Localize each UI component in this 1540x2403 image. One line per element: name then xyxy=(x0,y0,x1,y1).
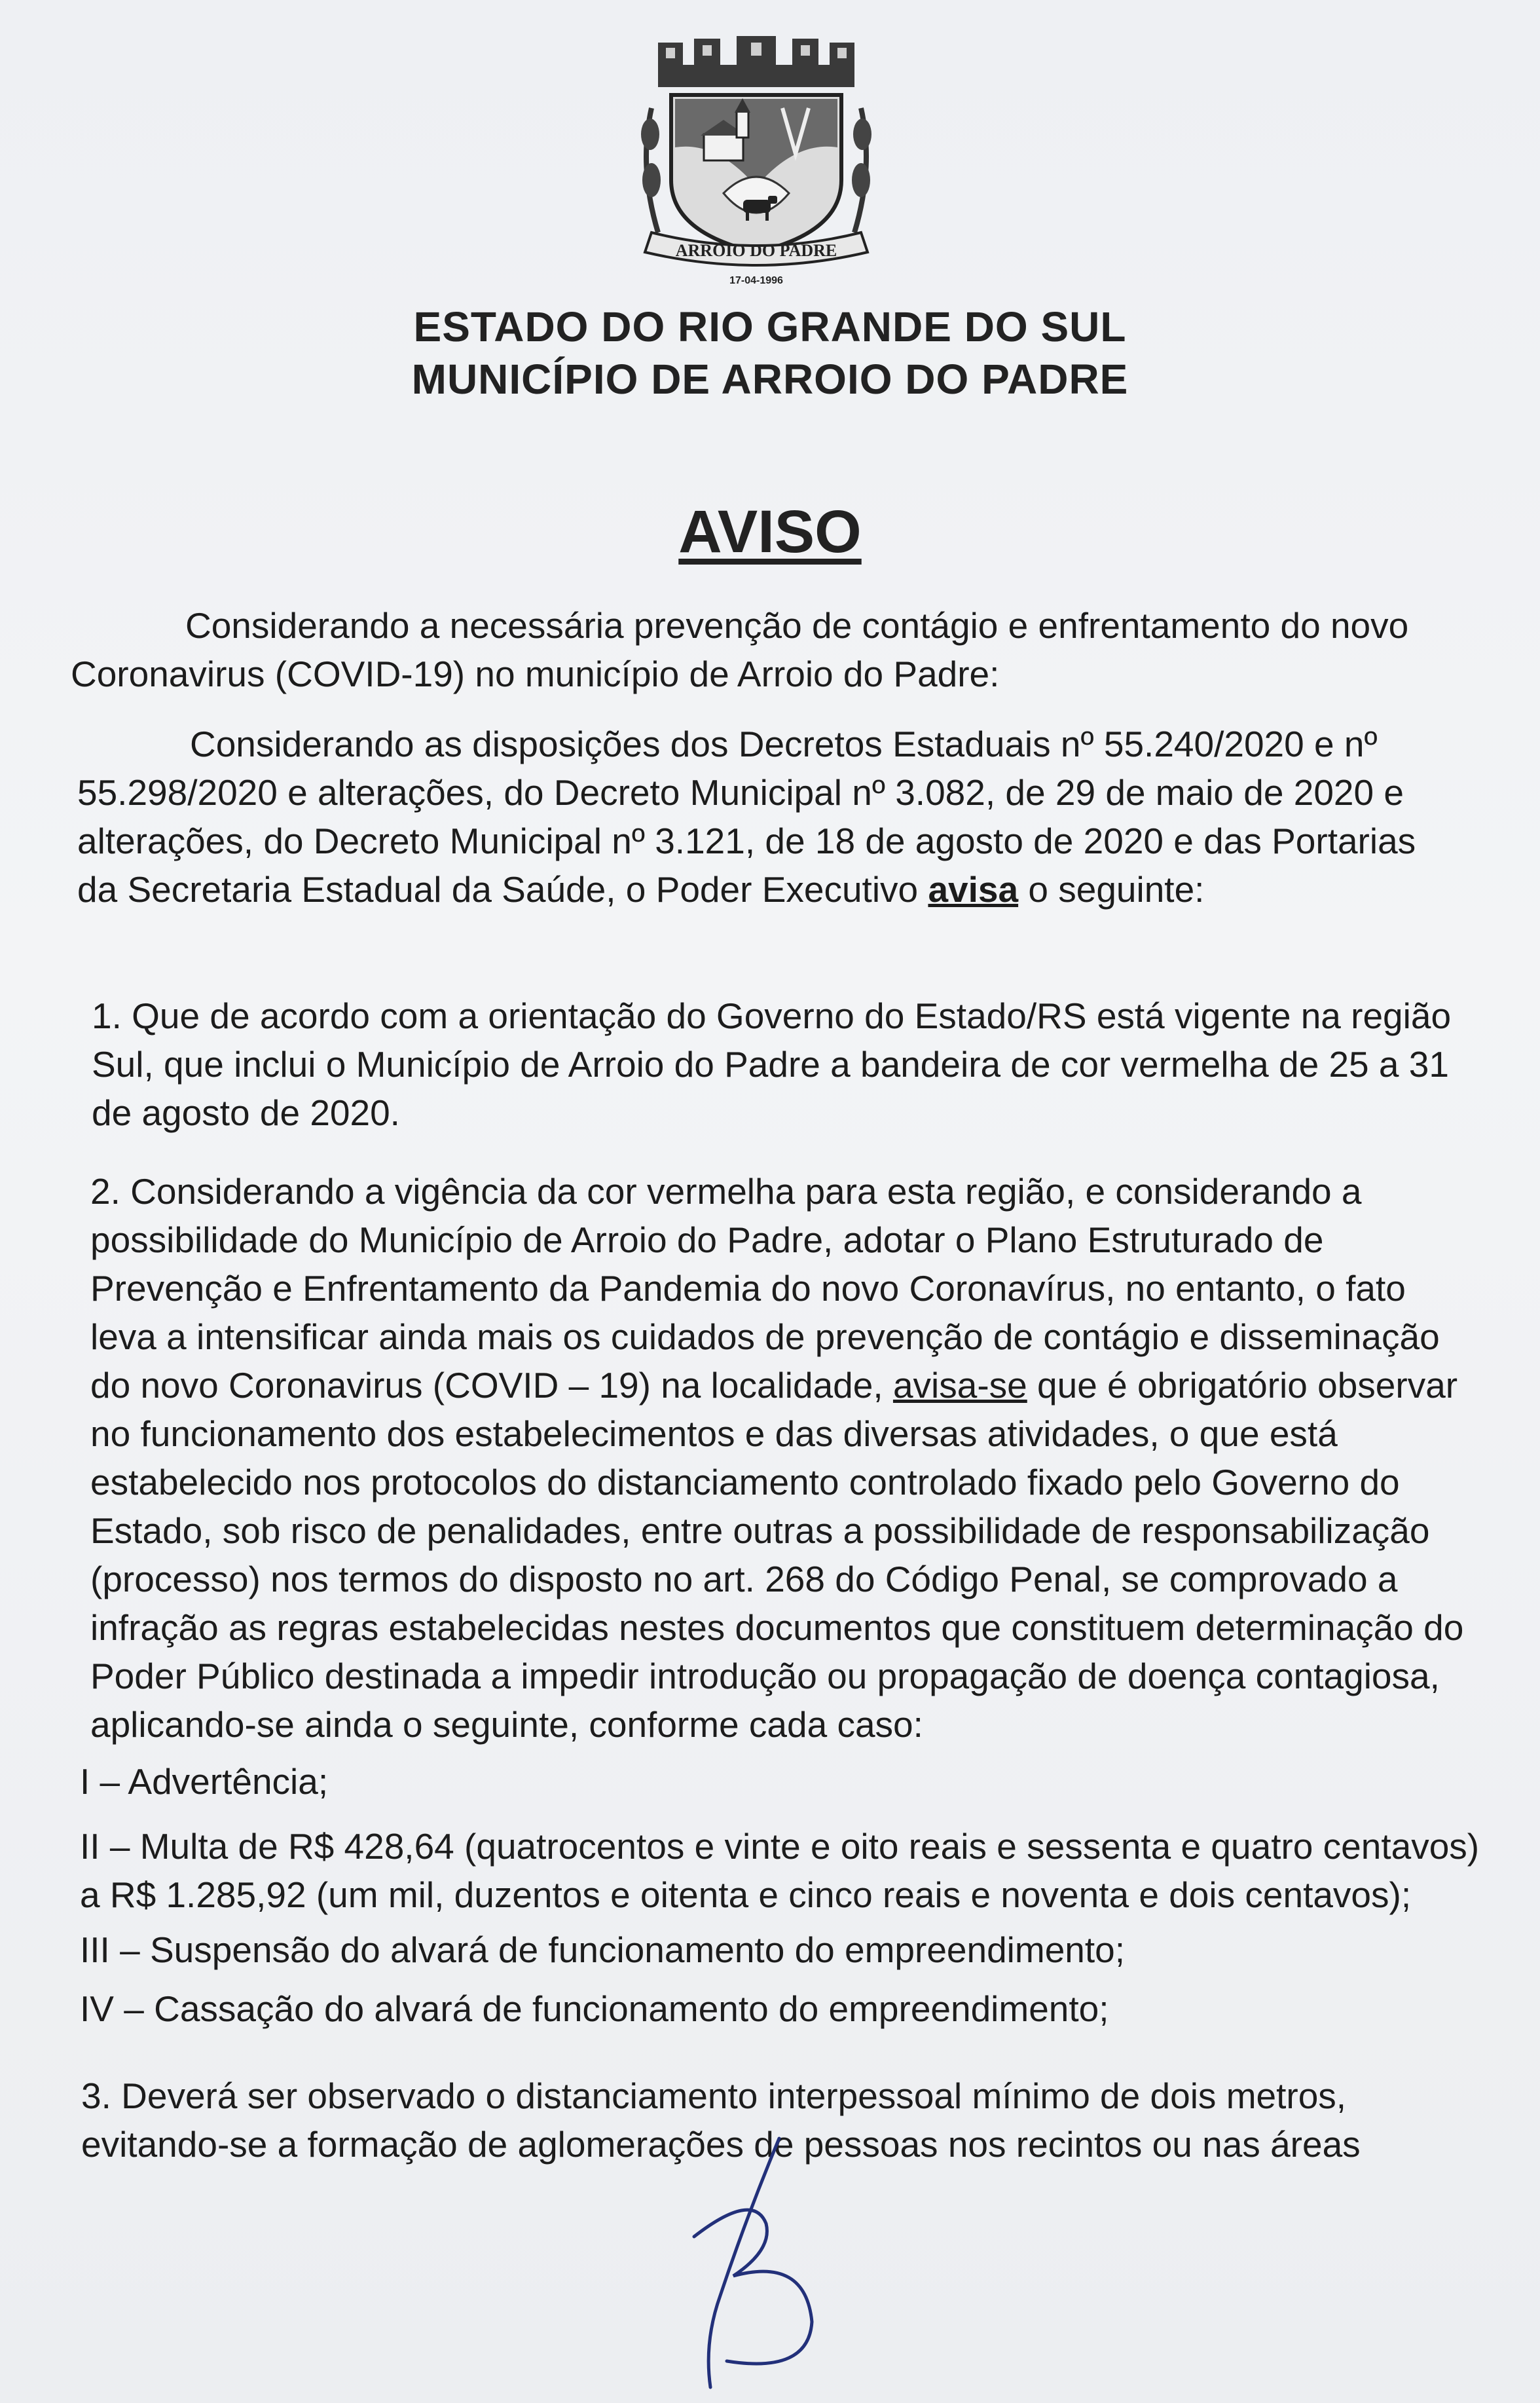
item-2-line: infração as regras estabelecidas nestes documentos que constituem determinação do xyxy=(90,1607,1464,1648)
penalty-iii-text: III – Suspensão do alvará de funcionamento do empreendimento; xyxy=(80,1929,1126,1970)
item-2 xyxy=(90,1167,1464,1749)
document-title: AVISO xyxy=(678,498,862,565)
item-2-line: estabelecido nos protocolos do distanciamento controlado fixado pelo Governo do xyxy=(90,1462,1400,1502)
paragraph-2-line xyxy=(77,865,1465,914)
penalty-iii xyxy=(80,1926,1455,1974)
item-1 xyxy=(92,992,1460,1137)
paragraph-1 xyxy=(71,601,1467,698)
item-2-line: leva a intensificar ainda mais os cuidados de prevenção de contágio e disseminação xyxy=(90,1316,1440,1357)
item-2-line: Prevenção e Enfrentamento da Pandemia do novo Coronavírus, no entanto, o fato xyxy=(90,1268,1406,1309)
crest-date-text: 17-04-1996 xyxy=(729,275,783,286)
penalty-ii xyxy=(80,1822,1480,1919)
item-2-text: do novo Coronavirus (COVID – 19) na localidade, xyxy=(90,1365,893,1406)
paragraph-2-line: Considerando as disposições dos Decretos Estaduais nº 55.240/2020 e nº xyxy=(190,724,1378,764)
item-1-line: de agosto de 2020. xyxy=(92,1092,400,1133)
item-2-line: Estado, sob risco de penalidades, entre outras a possibilidade de responsabilização xyxy=(90,1510,1430,1551)
item-1-line: Sul, que inclui o Município de Arroio do Padre a bandeira de cor vermelha de 25 a 31 xyxy=(92,1044,1449,1085)
item-2-text: que é obrigatório observar xyxy=(1027,1365,1458,1406)
item-2-line: (processo) nos termos do disposto no art. 268 do Código Penal, se comprovado a xyxy=(90,1559,1398,1599)
item-2-line: Poder Público destinada a impedir introdução ou propagação de doença contagiosa, xyxy=(90,1656,1440,1696)
penalty-iv xyxy=(80,1984,1455,2033)
paragraph-2-text: o seguinte: xyxy=(1018,869,1205,910)
handwritten-rubric-signature xyxy=(674,2125,851,2400)
header-state: ESTADO DO RIO GRANDE DO SUL xyxy=(413,303,1127,350)
penalty-ii-line: a R$ 1.285,92 (um mil, duzentos e oitenta e cinco reais e noventa e dois centavos); xyxy=(80,1874,1412,1915)
avisa-se-emphasis: avisa-se xyxy=(892,1365,1027,1406)
paragraph-2-line: 55.298/2020 e alterações, do Decreto Municipal nº 3.082, de 29 de maio de 2020 e xyxy=(77,772,1404,813)
item-2-line xyxy=(90,1361,1460,1409)
item-2-line: no funcionamento dos estabelecimentos e das diversas atividades, o que está xyxy=(90,1413,1338,1454)
penalty-i-text: I – Advertência; xyxy=(80,1761,329,1802)
paragraph-1-line: Coronavirus (COVID-19) no município de Arroio do Padre: xyxy=(71,654,1000,694)
municipal-coat-of-arms xyxy=(632,36,881,288)
item-2-line: 2. Considerando a vigência da cor vermelha para esta região, e considerando a xyxy=(90,1171,1362,1212)
paragraph-2-line: alterações, do Decreto Municipal nº 3.121, de 18 de agosto de 2020 e das Portarias xyxy=(77,821,1416,861)
paragraph-2 xyxy=(77,720,1465,914)
item-3-line: evitando-se a formação de aglomerações de pessoas nos recintos ou nas áreas xyxy=(81,2124,1361,2165)
avisa-emphasis: avisa xyxy=(928,869,1019,910)
item-2-line: possibilidade do Município de Arroio do Padre, adotar o Plano Estruturado de xyxy=(90,1220,1324,1260)
header-municipality: MUNICÍPIO DE ARROIO DO PADRE xyxy=(411,356,1129,403)
item-1-line: 1. Que de acordo com a orientação do Governo do Estado/RS está vigente na região xyxy=(92,996,1452,1036)
paragraph-1-line: Considerando a necessária prevenção de contágio e enfrentamento do novo xyxy=(185,605,1409,646)
penalty-i xyxy=(80,1757,1455,1806)
penalty-ii-line: II – Multa de R$ 428,64 (quatrocentos e vinte e oito reais e sessenta e quatro centavos) xyxy=(80,1826,1480,1867)
crest-banner-text: ARROIO DO PADRE xyxy=(675,241,837,260)
paragraph-2-text: da Secretaria Estadual da Saúde, o Poder Executivo xyxy=(77,869,928,910)
item-3-line: 3. Deverá ser observado o distanciamento interpessoal mínimo de dois metros, xyxy=(81,2076,1347,2116)
penalty-iv-text: IV – Cassação do alvará de funcionamento do empreendimento; xyxy=(80,1988,1109,2029)
item-2-line: aplicando-se ainda o seguinte, conforme cada caso: xyxy=(90,1704,923,1745)
